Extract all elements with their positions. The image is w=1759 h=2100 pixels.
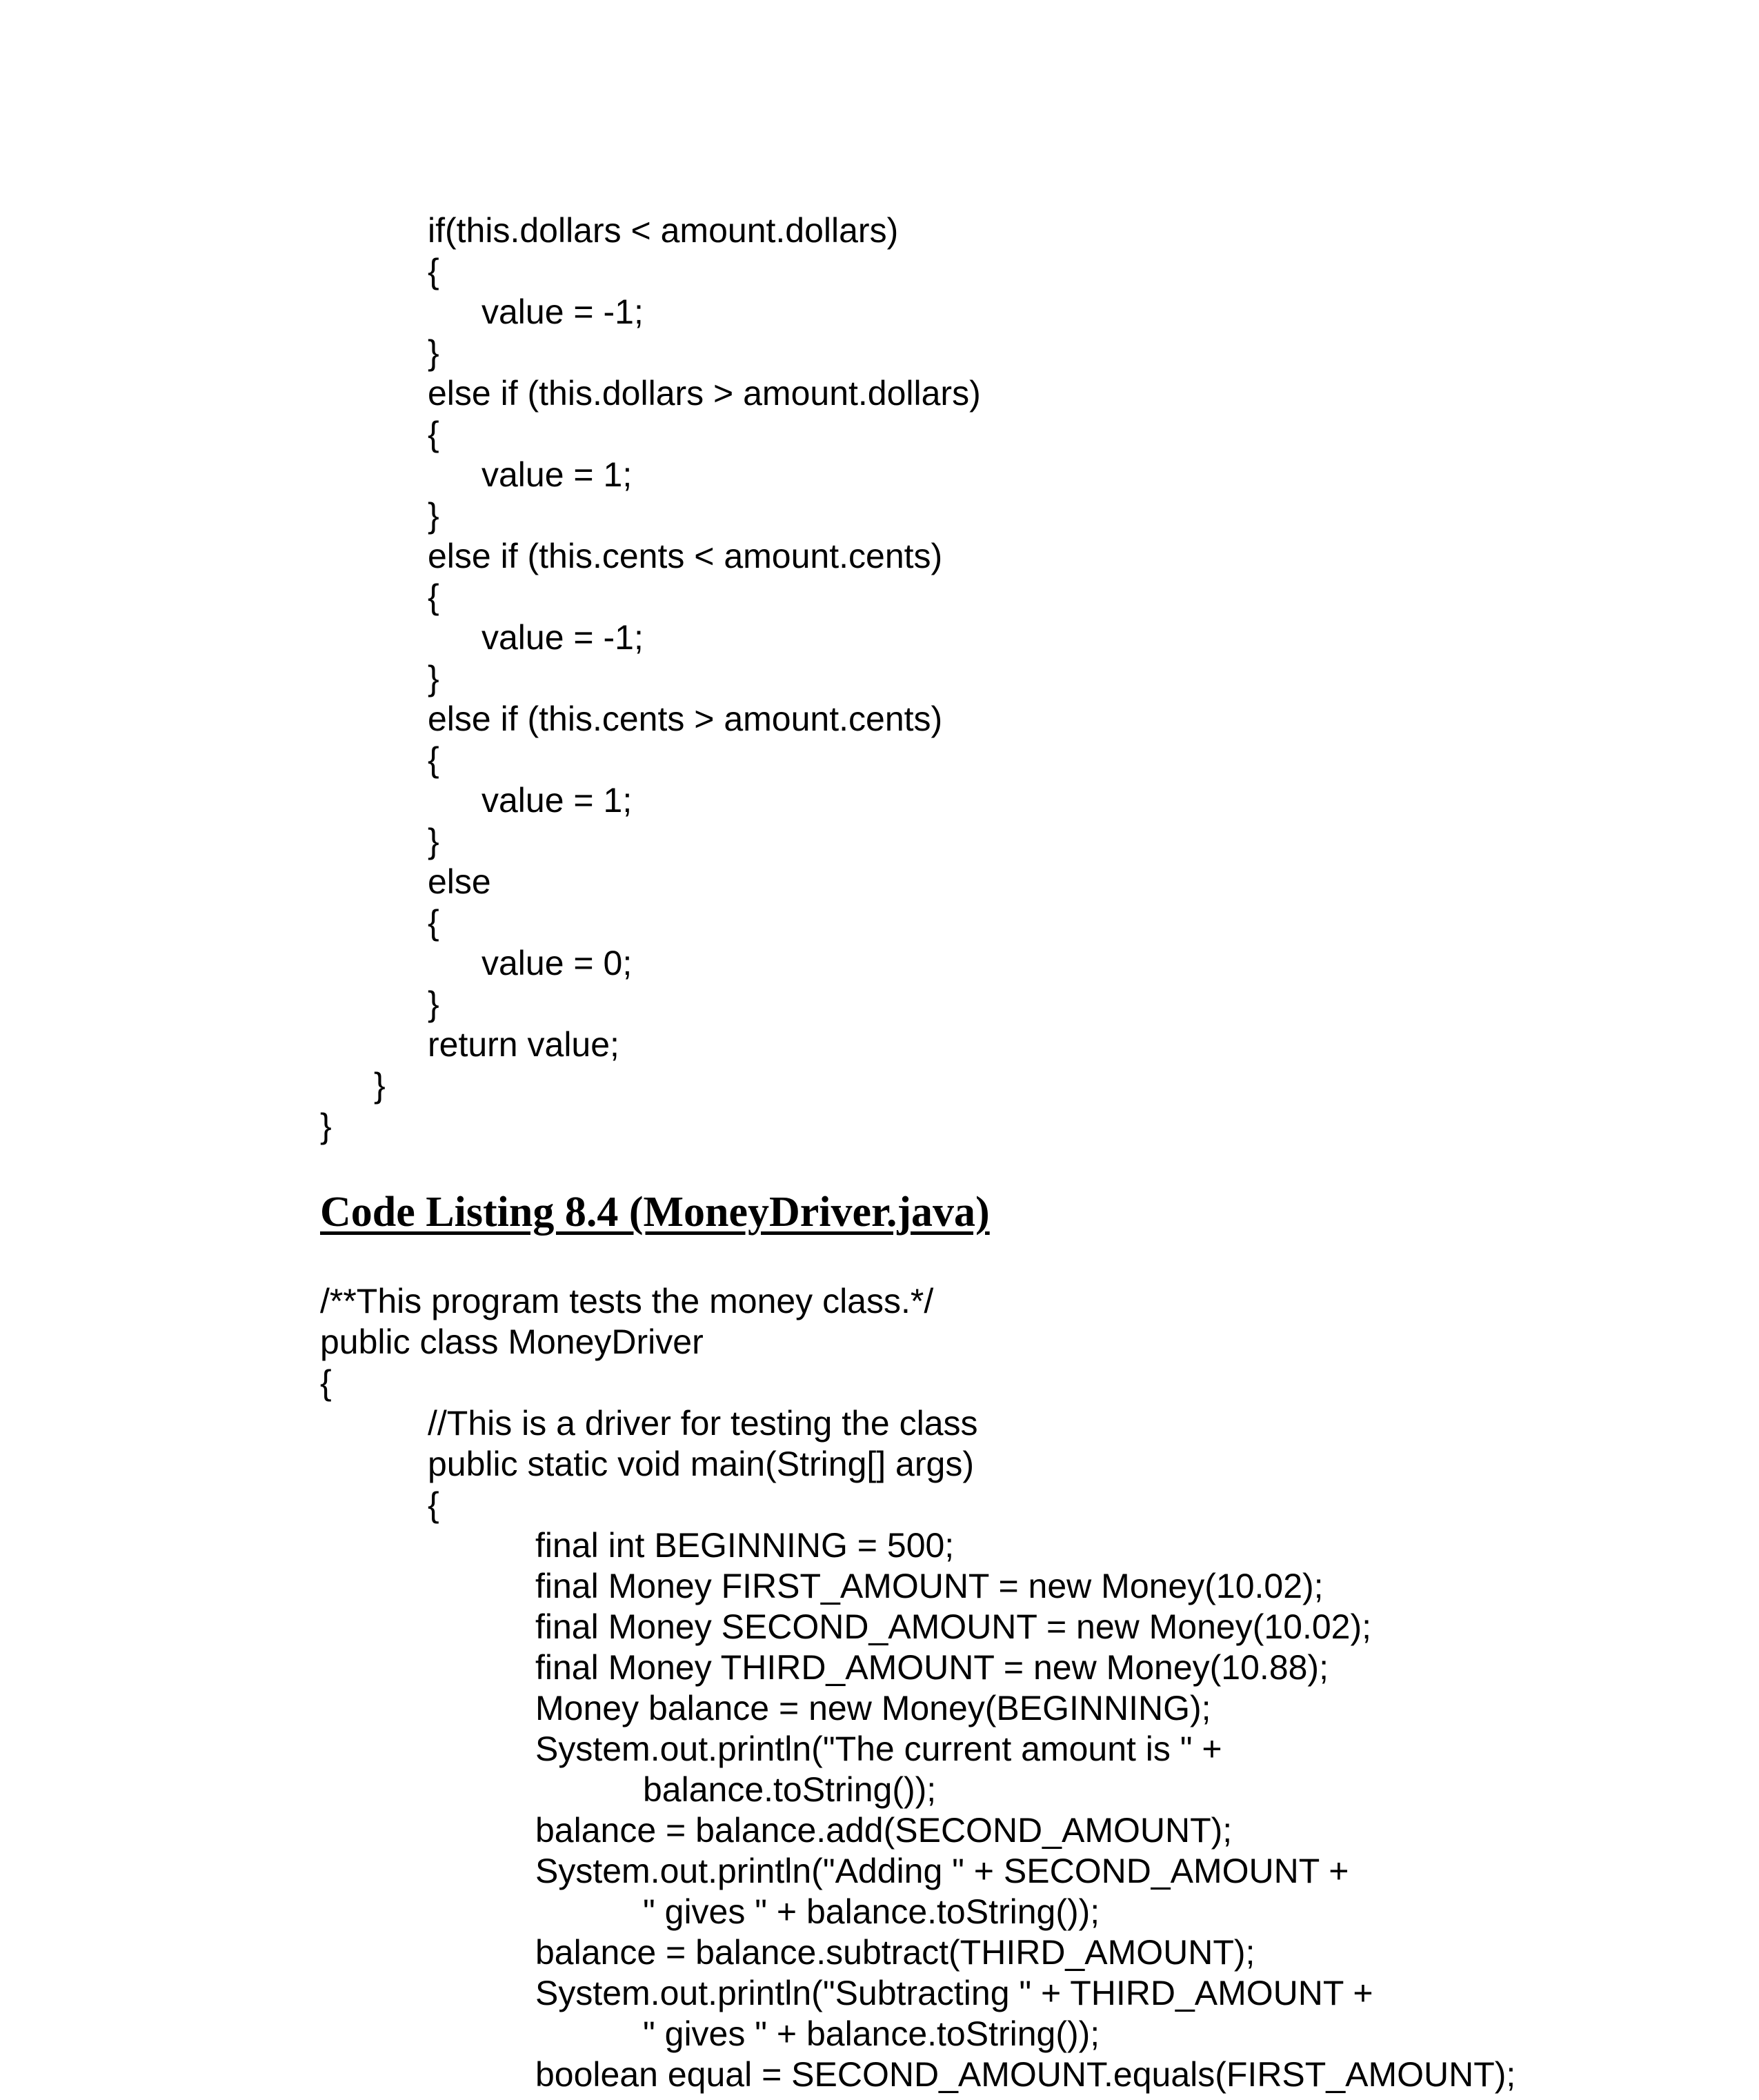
code-line: else if (this.dollars > amount.dollars) [428,374,981,413]
code-line: } [428,659,439,697]
code-line: } [320,1107,332,1145]
code-line: public class MoneyDriver [320,1323,704,1361]
code-line: value = 1; [481,781,633,820]
code-line: { [428,740,439,779]
code-line: } [428,496,439,535]
code-line: value = -1; [481,618,644,657]
code-line: balance = balance.add(SECOND_AMOUNT); [535,1811,1233,1850]
code-line: { [320,1363,332,1402]
code-line: } [428,822,439,860]
code-line: final Money FIRST_AMOUNT = new Money(10.02); [535,1567,1324,1605]
code-line: else if (this.cents < amount.cents) [428,537,943,575]
code-line: else if (this.cents > amount.cents) [428,700,943,738]
code-line: } [428,333,439,372]
code-line: } [428,984,439,1023]
code-listing-top [320,210,1676,1147]
code-line: { [428,577,439,616]
code-listing-bottom [320,1281,1676,2095]
code-line: " gives " + balance.toString()); [643,2014,1100,2053]
code-line: public static void main(String[] args) [428,1445,974,1483]
code-line: balance = balance.subtract(THIRD_AMOUNT); [535,1933,1255,1972]
code-line: System.out.println("Adding " + SECOND_AMOUNT + [535,1852,1349,1890]
code-line: final Money THIRD_AMOUNT = new Money(10.88); [535,1648,1329,1687]
code-line: { [428,1485,439,1524]
code-line: value = -1; [481,293,644,331]
code-line: if(this.dollars < amount.dollars) [428,211,899,250]
code-line: //This is a driver for testing the class [428,1404,978,1443]
code-line: boolean equal = SECOND_AMOUNT.equals(FIRST_AMOUNT); [535,2055,1516,2094]
code-line: final Money SECOND_AMOUNT = new Money(10.02); [535,1607,1372,1646]
code-line: System.out.println("Subtracting " + THIRD_AMOUNT + [535,1974,1373,2012]
code-line: { [428,415,439,453]
code-line: Money balance = new Money(BEGINNING); [535,1689,1211,1727]
code-line: value = 0; [481,944,633,982]
code-line: final int BEGINNING = 500; [535,1526,955,1565]
code-line: else [428,862,491,901]
code-line: " gives " + balance.toString()); [643,1892,1100,1931]
code-line: /**This program tests the money class.*/ [320,1282,934,1320]
section-heading: Code Listing 8.4 (MoneyDriver.java) [320,1189,990,1236]
code-line: balance.toString()); [643,1770,937,1809]
code-line: System.out.println("The current amount is " + [535,1730,1222,1768]
code-line: } [374,1066,386,1105]
code-line: return value; [428,1025,619,1064]
code-line: { [428,903,439,942]
code-line: { [428,252,439,290]
code-line: value = 1; [481,455,633,494]
